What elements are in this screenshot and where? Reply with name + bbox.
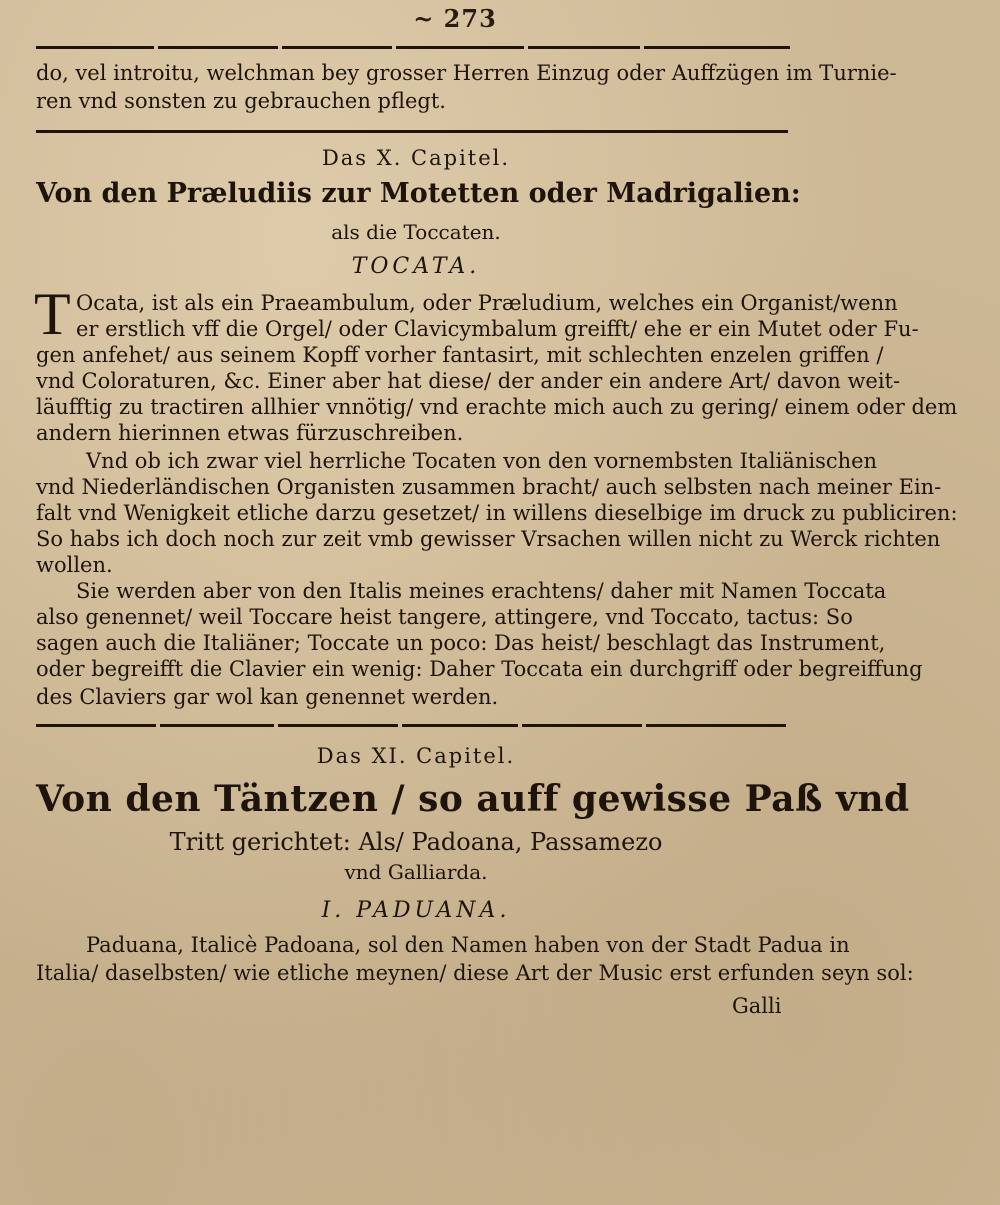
text-line: So habs ich doch noch zur zeit vmb gewisser Vrsachen willen nicht zu Werck richten [36, 527, 941, 551]
text-line: ren vnd sonsten zu gebrauchen pflegt. [36, 89, 446, 113]
chapter-label: Das XI. Capitel. [316, 744, 516, 768]
text-line: sagen auch die Italiäner; Toccate un poco: Das heist/ beschlagt das Instrument, [36, 631, 886, 655]
text-line: vnd Niederländischen Organisten zusammen bracht/ auch selbsten nach meiner Ein- [36, 475, 942, 499]
text-line: gen anfehet/ aus seinem Kopff vorher fantasirt, mit schlechten enzelen griffen / [36, 343, 884, 367]
text-line: Sie werden aber von den Italis meines erachtens/ daher mit Namen Toccata [76, 579, 887, 603]
chapter-subtitle: als die Toccaten. [331, 220, 501, 244]
section-heading: I. PADUANA. [321, 898, 511, 923]
chapter-title: Von den Täntzen / so auff gewisse Paß vnd [36, 778, 910, 820]
section-heading: TOCATA. [351, 254, 481, 279]
text-line: läufftig zu tractiren allhier vnnötig/ vnd erachte mich auch zu gering/ einem oder dem [36, 395, 958, 419]
drop-cap: T [34, 281, 71, 347]
text-line: wollen. [36, 553, 113, 577]
chapter-subtitle: vnd Galliarda. [344, 860, 488, 884]
chapter-title: Von den Præludiis zur Motetten oder Madrigalien: [36, 178, 801, 209]
text-line: er erstlich vff die Orgel/ oder Clavicymbalum greifft/ ehe er ein Mutet oder Fu- [76, 317, 919, 341]
text-line: Ocata, ist als ein Praeambulum, oder Præludium, welches ein Organist/wenn [76, 291, 898, 315]
text-line: Vnd ob ich zwar viel herrliche Tocaten von den vornembsten Italiänischen [86, 449, 878, 473]
catchword: Galli [732, 994, 782, 1018]
text-line: oder begreifft die Clavier ein wenig: Daher Toccata ein durchgriff oder begreiffung [36, 657, 923, 681]
text-line: vnd Coloraturen, &c. Einer aber hat diese/ der ander ein andere Art/ davon weit- [36, 369, 901, 393]
text-line: des Claviers gar wol kan genennet werden. [36, 685, 499, 709]
page-number: ~ 273 [413, 4, 497, 33]
text-line: also genennet/ weil Toccare heist tangere, attingere, vnd Toccato, tactus: So [36, 605, 853, 629]
text-line: andern hierinnen etwas fürzuschreiben. [36, 421, 464, 445]
chapter-subtitle: Tritt gerichtet: Als/ Padoana, Passamezo [169, 828, 663, 856]
text-line: falt vnd Wenigkeit etliche darzu gesetzet/ in willens dieselbige im druck zu publiciren: [36, 501, 958, 525]
text-line: Italia/ daselbsten/ wie etliche meynen/ diese Art der Music erst erfunden seyn sol: [36, 961, 914, 985]
text-line: Paduana, Italicè Padoana, sol den Namen haben von der Stadt Padua in [86, 933, 850, 957]
text-line: do, vel introitu, welchman bey grosser Herren Einzug oder Auffzügen im Turnie- [36, 61, 897, 85]
section-rule [36, 130, 788, 133]
chapter-label: Das X. Capitel. [321, 146, 511, 170]
